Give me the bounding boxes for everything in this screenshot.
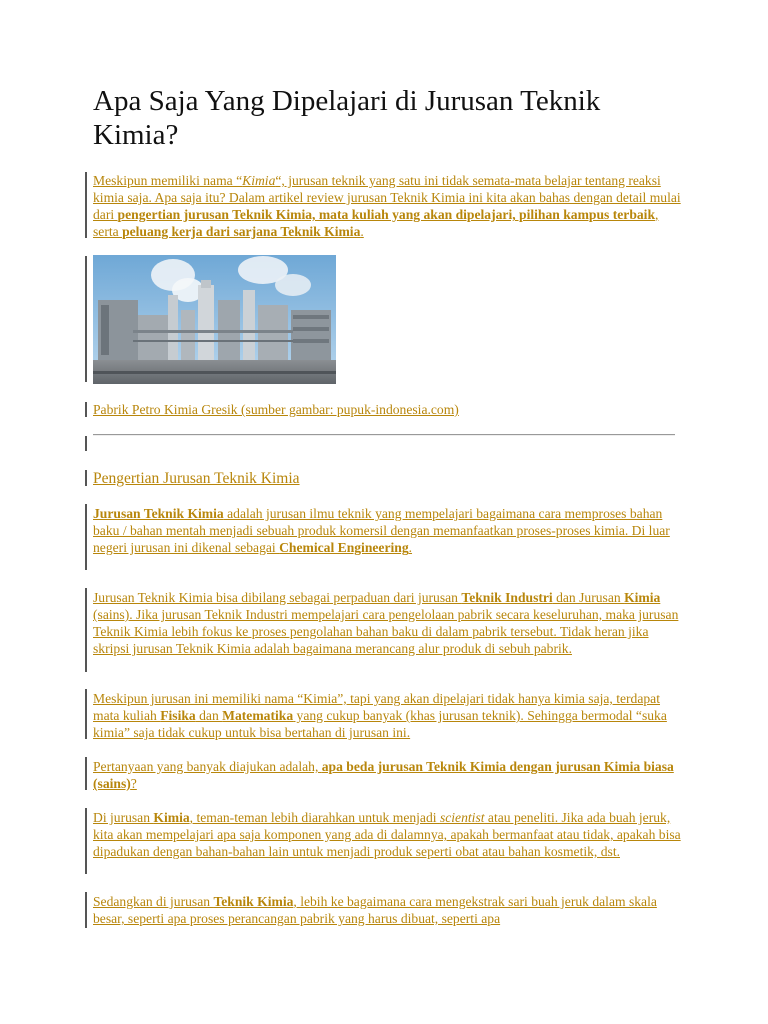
- paragraph-teknik-kimia[interactable]: [93, 893, 683, 927]
- text-run: .: [360, 224, 364, 239]
- paragraph-kimia[interactable]: [93, 809, 683, 860]
- text-run: Kimia: [242, 173, 276, 188]
- change-bar: [85, 470, 87, 486]
- paragraph-comparison[interactable]: [93, 589, 683, 657]
- section-heading[interactable]: Pengertian Jurusan Teknik Kimia: [93, 470, 300, 487]
- text-run: , lebih ke bagaimana cara mengekstrak sari buah jeruk dalam skala besar, seperti apa proses perancangan pabrik yang harus dibuat, seperti apa: [93, 894, 657, 926]
- text-run: .: [408, 540, 413, 555]
- text-run: , teman-teman lebih diarahkan untuk menjadi: [189, 810, 440, 825]
- paragraph-question[interactable]: [93, 758, 683, 792]
- text-run: apa beda jurusan Teknik Kimia dengan jurusan Kimia biasa (sains): [93, 759, 674, 791]
- text-run: dan Jurusan: [552, 590, 625, 605]
- change-bar: [85, 436, 87, 451]
- text-run: Jurusan Teknik Kimia bisa dibilang sebagai perpaduan dari jurusan: [93, 590, 462, 605]
- change-bar: [85, 588, 87, 672]
- change-bar: [85, 256, 87, 382]
- change-bar: [85, 402, 87, 417]
- text-run: Pertanyaan yang banyak diajukan adalah,: [93, 759, 322, 774]
- text-run: Jurusan Teknik Kimia: [93, 506, 224, 521]
- text-run: Sedangkan di jurusan: [93, 894, 214, 909]
- text-run: “, jurusan teknik yang satu ini tidak semata-mata belajar tentang reaksi kimia saja. Apa saja itu? Dalam artikel review jurusan Teknik Kimia ini kita akan bahas dengan detail mulai dari: [93, 173, 681, 222]
- change-bar: [85, 757, 87, 790]
- change-bar: [85, 808, 87, 874]
- text-run: yang cukup banyak (khas jurusan teknik). Sehingga bermodal “suka kimia” saja tidak cukup untuk bisa bertahan di jurusan ini.: [93, 708, 667, 740]
- image-caption[interactable]: Pabrik Petro Kimia Gresik (sumber gambar: pupuk-indonesia.com): [93, 402, 459, 417]
- page-title: Apa Saja Yang Dipelajari di Jurusan Teknik Kimia?: [93, 85, 601, 151]
- text-run: Kimia: [153, 810, 190, 825]
- text-run: atau peneliti. Jika ada buah jeruk, kita akan mempelajari apa saja komponen yang ada di dalamnya, apakah bermanfaat atau tidak, apakah bisa dipadukan dengan bahan-bahan lain untuk menjadi produk seperti obat atau bahan kosmetik, dst.: [93, 810, 681, 859]
- text-run: peluang kerja dari sarjana Teknik Kimia: [122, 224, 361, 239]
- text-run: Di jurusan: [93, 810, 154, 825]
- text-run: dan: [195, 708, 223, 723]
- text-run: scientist: [439, 810, 485, 825]
- text-run: (sains). Jika jurusan Teknik Industri mempelajari cara pengelolaan pabrik secara keseluruhan, maka jurusan Teknik Kimia lebih fokus ke proses pengolahan bahan baku di dalam pabrik tersebut. Tidak heran jika skripsi jurusan Teknik Kimia adalah bagaimana merancang alur produk di sebuh pabrik.: [93, 607, 679, 656]
- change-bar: [85, 172, 87, 238]
- text-run: Kimia: [624, 590, 661, 605]
- intro-paragraph[interactable]: [93, 172, 683, 240]
- factory-photo: [93, 255, 336, 384]
- text-run: adalah jurusan ilmu teknik yang mempelajari bagaimana cara memproses bahan baku / bahan mentah menjadi sebuah produk komersil dengan memanfaatkan proses-proses kimia. Di luar negeri jurusan ini dikenal sebagai: [93, 506, 670, 555]
- text-run: ?: [130, 776, 137, 791]
- text-run: pengertian jurusan Teknik Kimia, mata kuliah yang akan dipelajari, pilihan kampus terbaik: [117, 207, 656, 222]
- text-run: Chemical Engineering: [279, 540, 409, 555]
- paragraph-subjects[interactable]: [93, 690, 683, 741]
- text-run: Matematika: [222, 708, 294, 723]
- text-run: Teknik Industri: [461, 590, 553, 605]
- text-run: Meskipun memiliki nama “: [93, 173, 243, 188]
- horizontal-rule: [93, 434, 675, 436]
- change-bar: [85, 892, 87, 928]
- paragraph-definition[interactable]: [93, 505, 683, 556]
- change-bar: [85, 504, 87, 570]
- change-bar: [85, 689, 87, 739]
- text-run: Meskipun jurusan ini memiliki nama “Kimia”, tapi yang akan dipelajari tidak hanya kimia saja, terdapat mata kuliah: [93, 691, 660, 723]
- text-run: Teknik Kimia: [213, 894, 294, 909]
- text-run: Fisika: [160, 708, 196, 723]
- text-run: , serta: [93, 207, 659, 239]
